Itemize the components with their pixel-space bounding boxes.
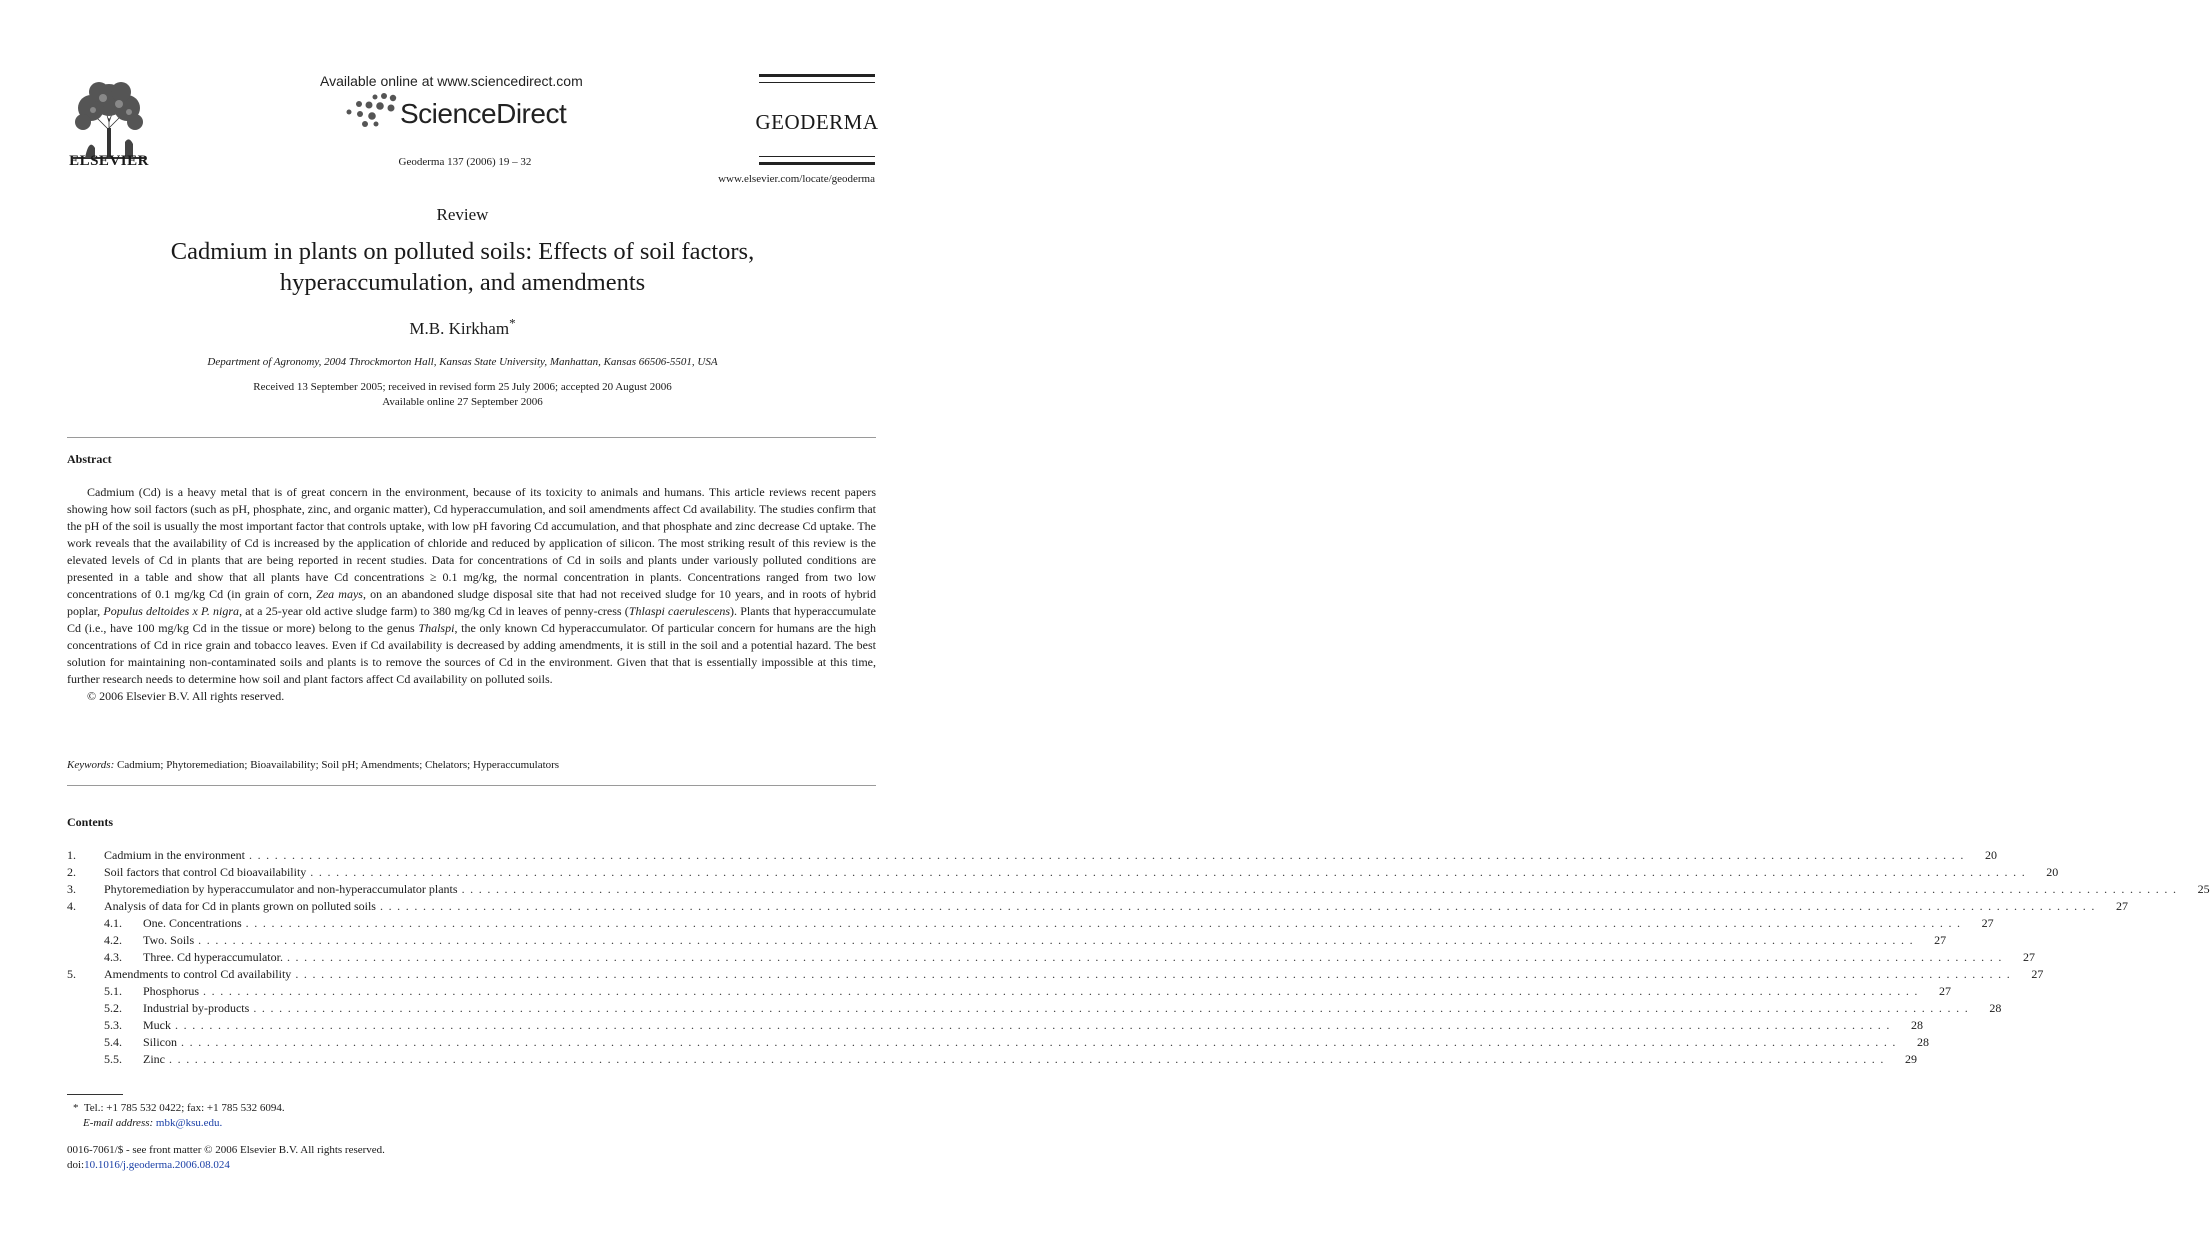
journal-rule-top-thick bbox=[759, 74, 875, 77]
toc-item[interactable] bbox=[67, 915, 1994, 932]
title-line-2: hyperaccumulation, and amendments bbox=[279, 269, 646, 296]
sciencedirect-dots-icon bbox=[345, 92, 405, 128]
toc-leader-dots: ........................................................................................................................................................................................................ bbox=[169, 1052, 1889, 1066]
publisher-wordmark: ELSEVIER bbox=[69, 153, 149, 169]
toc-item[interactable] bbox=[67, 932, 1947, 949]
toc-item-page[interactable]: 27 bbox=[1981, 916, 1994, 930]
toc-item[interactable] bbox=[67, 898, 2128, 915]
species-zea: Zea mays bbox=[316, 587, 363, 601]
toc-item-page[interactable]: 27 bbox=[2022, 950, 2035, 964]
toc-leader-dots: ........................................................................................................................................................................................................ bbox=[286, 950, 2007, 964]
abstract-text-1: Cadmium (Cd) is a heavy metal that is of great concern in the environment, because of its toxicity to animals and humans. This article reviews recent papers showing how soil factors (such as pH, phosphate, zinc, and organic matter), Cd hyperaccumulation, and soil amendments affect Cd availability. The studies confirm that the pH of the soil is usually the most important factor that controls uptake, with low pH favoring Cd accumulation, and that phosphate and zinc decrease Cd uptake. The work reveals that the availability of Cd is increased by the application of chloride and reduced by application of silicon. The most striking result of this review is the elevated levels of Cd in plants that are being reported in recent studies. Data for concentrations of Cd in soils and plants under variously polluted conditions are presented in a table and show that all plants have Cd concentrations ≥ 0.1 mg/kg, the normal concentration in plants. Concentrations ranged from two low concentrations of 0.1 mg/kg Cd (in grain of corn, bbox=[67, 485, 876, 601]
toc-item-title[interactable]: Phosphorus bbox=[143, 984, 200, 998]
toc-item-page[interactable]: 20 bbox=[1984, 848, 1997, 862]
toc-item-page[interactable]: 25 bbox=[2197, 882, 2210, 896]
toc-item[interactable] bbox=[67, 966, 2044, 983]
journal-rule-bottom-thin bbox=[759, 156, 875, 157]
toc-item-title[interactable]: Cadmium in the environment bbox=[104, 848, 245, 862]
article-title bbox=[100, 236, 825, 298]
toc-leader-dots: ........................................................................................................................................................................................................ bbox=[203, 984, 1924, 998]
toc-item-title[interactable]: Zinc bbox=[143, 1052, 165, 1066]
toc-item-title[interactable]: Phytoremediation by hyperaccumulator and non-hyperaccumulator plants bbox=[104, 882, 458, 896]
journal-rule-top-thin bbox=[759, 82, 875, 83]
author-line bbox=[0, 315, 925, 339]
author-footnote-mark[interactable]: * bbox=[509, 315, 516, 331]
abstract-copyright: © 2006 Elsevier B.V. All rights reserved. bbox=[87, 689, 285, 703]
toc-leader-dots: ........................................................................................................................................................................................................ bbox=[379, 899, 2100, 913]
keywords bbox=[67, 759, 559, 771]
toc-leader-dots: ........................................................................................................................................................................................................ bbox=[253, 1001, 1974, 1015]
affiliation: Department of Agronomy, 2004 Throckmorton Hall, Kansas State University, Manhattan, Kansas 66506-5501, USA bbox=[207, 356, 718, 368]
toc-item-number: 4.2. bbox=[104, 933, 122, 947]
title-line-1: Cadmium in plants on polluted soils: Effects of soil factors, bbox=[170, 238, 755, 265]
journal-rule-bottom-thick bbox=[759, 162, 875, 165]
abstract-text-2: , on an abandoned sludge disposal site that had not received sludge for 10 years, and in roots of hybrid poplar, bbox=[67, 587, 876, 618]
author-footnote bbox=[73, 1101, 285, 1131]
toc-item[interactable] bbox=[67, 983, 1952, 1000]
toc-item[interactable] bbox=[67, 1051, 1917, 1068]
genus-thalspi: Thalspi bbox=[418, 621, 455, 635]
toc-item-title[interactable]: Muck bbox=[143, 1018, 171, 1032]
species-thlaspi: Thlaspi caerulescens bbox=[628, 604, 731, 618]
footnote-mark: * bbox=[73, 1102, 79, 1114]
divider-bottom bbox=[67, 785, 876, 786]
toc-item-number: 4.3. bbox=[104, 950, 122, 964]
abstract-text-4: ). Plants that hyperaccumulate Cd (i.e., have 100 mg/kg Cd in the tissue or more) belong to the genus bbox=[67, 604, 876, 635]
available-date: Available online 27 September 2006 bbox=[382, 396, 543, 408]
toc-item-number: 2. bbox=[67, 865, 76, 879]
toc-item-title[interactable]: Three. Cd hyperaccumulator. bbox=[143, 950, 283, 964]
toc-leader-dots: ........................................................................................................................................................................................................ bbox=[461, 882, 2182, 896]
toc-item-number: 5.3. bbox=[104, 1018, 122, 1032]
toc-item[interactable] bbox=[67, 949, 2035, 966]
toc-item[interactable] bbox=[67, 1017, 1923, 1034]
received-dates: Received 13 September 2005; received in revised form 25 July 2006; accepted 20 August 2006 bbox=[253, 381, 672, 393]
footnote-rule bbox=[67, 1094, 123, 1095]
front-matter bbox=[67, 1143, 385, 1173]
toc-leader-dots: ........................................................................................................................................................................................................ bbox=[295, 967, 2016, 981]
toc-item-page[interactable]: 28 bbox=[1989, 1001, 2002, 1015]
toc-item-number: 5. bbox=[67, 967, 76, 981]
article-dates bbox=[0, 380, 925, 410]
toc-item-number: 1. bbox=[67, 848, 76, 862]
toc-leader-dots: ........................................................................................................................................................................................................ bbox=[245, 916, 1966, 930]
doi-link[interactable]: 10.1016/j.geoderma.2006.08.024 bbox=[84, 1159, 230, 1171]
toc-item[interactable] bbox=[67, 1034, 1930, 1051]
toc-item-number: 4.1. bbox=[104, 916, 122, 930]
table-of-contents bbox=[67, 847, 2210, 1068]
toc-item-page[interactable]: 27 bbox=[2115, 899, 2128, 913]
toc-item-number: 5.5. bbox=[104, 1052, 122, 1066]
journal-citation: Geoderma 137 (2006) 19 – 32 bbox=[398, 156, 532, 168]
toc-item-page[interactable]: 28 bbox=[1911, 1018, 1923, 1032]
toc-item-title[interactable]: Soil factors that control Cd bioavailability bbox=[104, 865, 307, 879]
toc-item[interactable] bbox=[67, 1000, 2002, 1017]
email-link[interactable]: mbk@ksu.edu. bbox=[155, 1117, 223, 1129]
toc-leader-dots: ........................................................................................................................................................................................................ bbox=[310, 865, 2031, 879]
journal-url[interactable]: www.elsevier.com/locate/geoderma bbox=[718, 173, 875, 185]
journal-title: GEODERMA bbox=[755, 110, 879, 134]
footnote-phone: Tel.: +1 785 532 0422; fax: +1 785 532 6094. bbox=[83, 1102, 285, 1114]
toc-item-page[interactable]: 27 bbox=[1934, 933, 1947, 947]
toc-leader-dots: ........................................................................................................................................................................................................ bbox=[248, 848, 1969, 862]
toc-leader-dots: ........................................................................................................................................................................................................ bbox=[181, 1035, 1902, 1049]
author-name[interactable]: M.B. Kirkham bbox=[409, 319, 510, 338]
article-type: Review bbox=[436, 205, 489, 224]
abstract-text-3: , at a 25-year old active sludge farm) to 380 mg/kg Cd in leaves of penny-cress ( bbox=[239, 604, 629, 618]
divider-top bbox=[67, 437, 876, 438]
species-populus: Populus deltoides x P. nigra bbox=[103, 604, 240, 618]
toc-item-title[interactable]: Silicon bbox=[143, 1035, 178, 1049]
toc-item-number: 3. bbox=[67, 882, 76, 896]
toc-item-number: 5.2. bbox=[104, 1001, 122, 1015]
toc-item-page[interactable]: 29 bbox=[1905, 1052, 1917, 1066]
available-online-text[interactable]: Available online at www.sciencedirect.com bbox=[320, 73, 583, 89]
toc-item-title[interactable]: Analysis of data for Cd in plants grown on polluted soils bbox=[104, 899, 376, 913]
sciencedirect-brand[interactable]: ScienceDirect bbox=[400, 98, 567, 129]
footnote-contact bbox=[73, 1101, 285, 1116]
toc-item-title[interactable]: Two. Soils bbox=[143, 933, 195, 947]
toc-item-title[interactable]: One. Concentrations bbox=[143, 916, 242, 930]
doi-line bbox=[67, 1158, 385, 1173]
abstract-body bbox=[67, 484, 876, 705]
toc-item[interactable] bbox=[67, 881, 2210, 898]
toc-item-page[interactable]: 27 bbox=[2031, 967, 2044, 981]
toc-item[interactable] bbox=[67, 864, 2059, 881]
toc-item-page[interactable]: 28 bbox=[1917, 1035, 1930, 1049]
toc-item-number: 5.4. bbox=[104, 1035, 122, 1049]
keywords-list: Cadmium; Phytoremediation; Bioavailability; Soil pH; Amendments; Chelators; Hyperaccumulators bbox=[117, 759, 560, 771]
toc-item-number: 5.1. bbox=[104, 984, 122, 998]
abstract-heading: Abstract bbox=[67, 452, 112, 466]
doi-label: doi: bbox=[67, 1159, 85, 1171]
contents-heading: Contents bbox=[67, 815, 114, 829]
toc-item-page[interactable]: 20 bbox=[2046, 865, 2059, 879]
footnote-email-line bbox=[73, 1116, 285, 1131]
toc-leader-dots: ........................................................................................................................................................................................................ bbox=[175, 1018, 1895, 1032]
toc-item-title[interactable]: Amendments to control Cd availability bbox=[104, 967, 292, 981]
issn-line: 0016-7061/$ - see front matter © 2006 Elsevier B.V. All rights reserved. bbox=[67, 1144, 385, 1156]
toc-leader-dots: ........................................................................................................................................................................................................ bbox=[198, 933, 1919, 947]
email-label: E-mail address: bbox=[83, 1117, 154, 1129]
toc-item[interactable] bbox=[67, 847, 1997, 864]
toc-item-page[interactable]: 27 bbox=[1939, 984, 1952, 998]
abstract-text-5: , the only known Cd hyperaccumulator. Of particular concern for humans are the high concentrations of Cd in rice grain and tobacco leaves. Even if Cd availability is decreased by adding amendments, it is still in the soil and a potential hazard. The best solution for maintaining non-contaminated soils and plants is to remove the sources of Cd in the environment. Given that that is essentially impossible at this time, further research needs to determine how soil and plant factors affect Cd availability on polluted soils. bbox=[67, 621, 876, 686]
keywords-label: Keywords: bbox=[67, 759, 115, 771]
toc-item-number: 4. bbox=[67, 899, 76, 913]
abstract-paragraph bbox=[67, 484, 876, 688]
toc-item-title[interactable]: Industrial by-products bbox=[143, 1001, 250, 1015]
